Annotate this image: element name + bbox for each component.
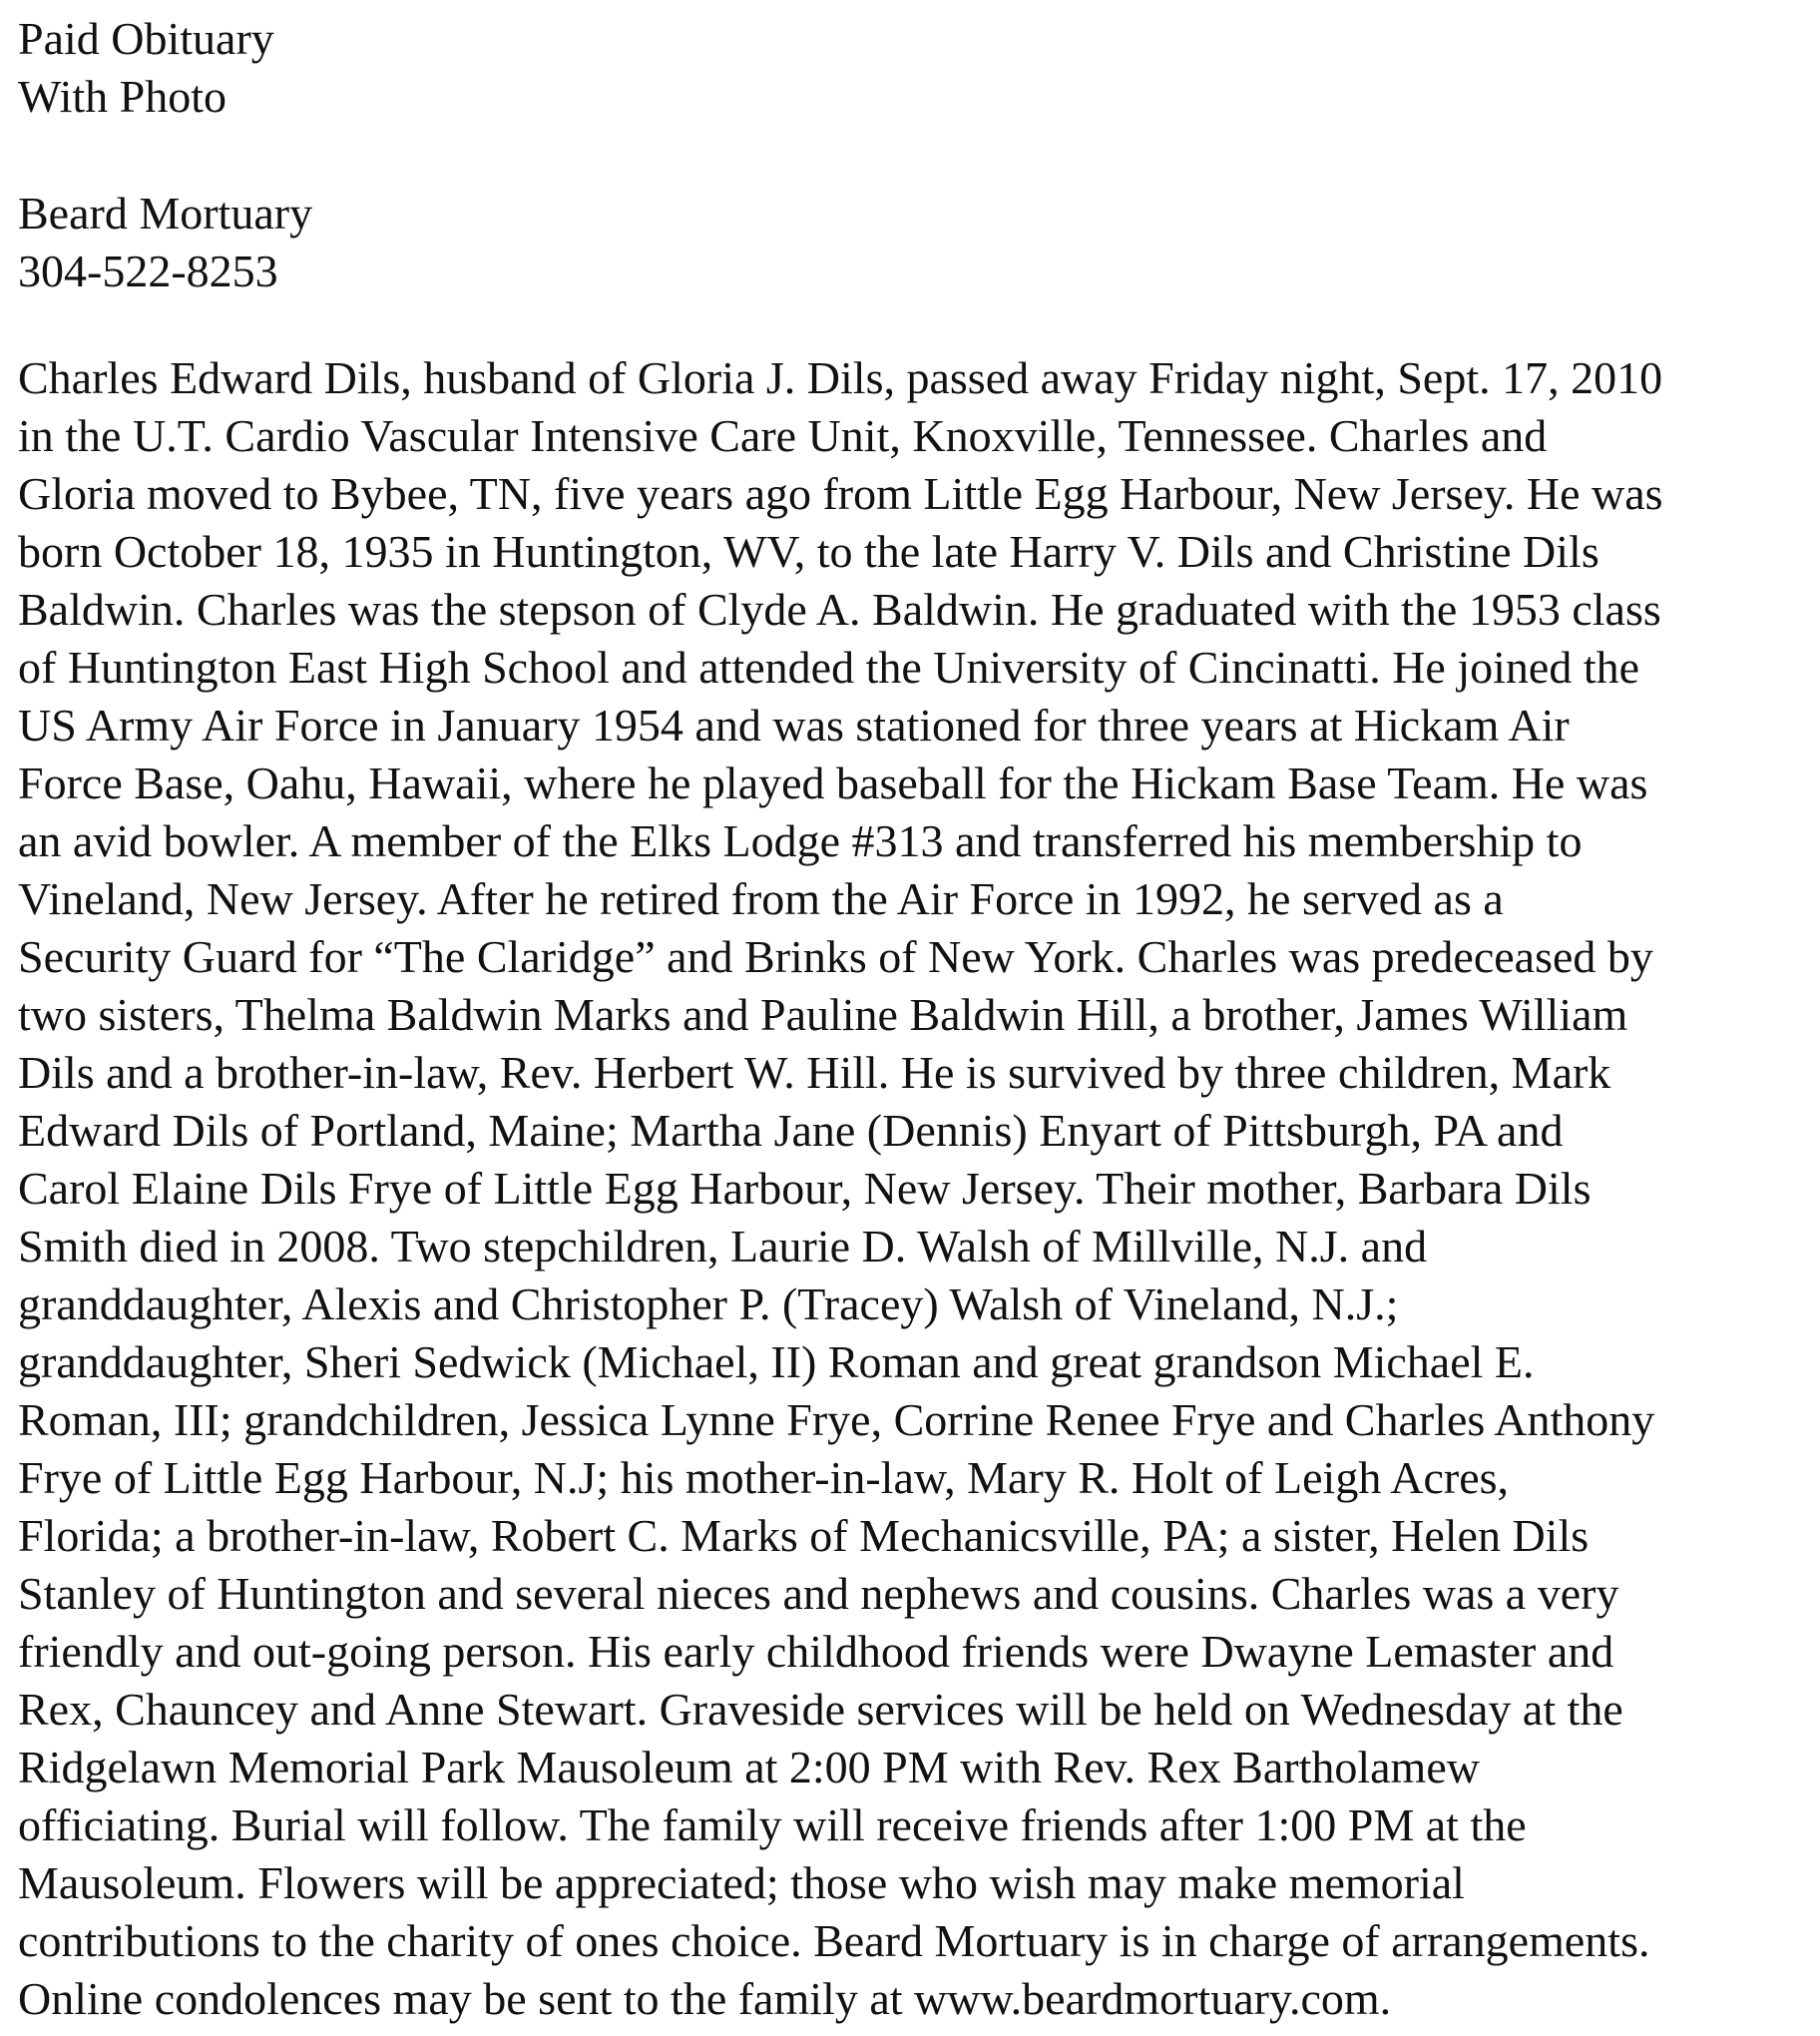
header-line: With Photo [18,71,227,122]
obituary-line: Frye of Little Egg Harbour, N.J; his mother-in-law, Mary R. Holt of Leigh Acres, [18,1452,1510,1503]
obituary-body [18,349,1663,2028]
obituary-line: in the U.T. Cardio Vascular Intensive Care Unit, Knoxville, Tennessee. Charles and [18,410,1548,461]
obituary-line: Security Guard for “The Claridge” and Brinks of New York. Charles was predeceased by [18,931,1653,982]
obituary-line: Mausoleum. Flowers will be appreciated; those who wish may make memorial [18,1857,1465,1908]
obituary-line: Dils and a brother-in-law, Rev. Herbert W. Hill. He is survived by three children, Mark [18,1047,1611,1098]
obituary-line: contributions to the charity of ones choice. Beard Mortuary is in charge of arrangements. [18,1915,1650,1966]
obituary-line: friendly and out-going person. His early childhood friends were Dwayne Lemaster and [18,1626,1614,1677]
obituary-line: Smith died in 2008. Two stepchildren, Laurie D. Walsh of Millville, N.J. and [18,1221,1428,1272]
obituary-line: an avid bowler. A member of the Elks Lodge #313 and transferred his membership to [18,815,1583,866]
obituary-line: Edward Dils of Portland, Maine; Martha Jane (Dennis) Enyart of Pittsburgh, PA and [18,1105,1564,1156]
obituary-line: Online condolences may be sent to the family at www.beardmortuary.com. [18,1973,1392,2024]
obituary-line: Stanley of Huntington and several nieces and nephews and cousins. Charles was a very [18,1568,1619,1619]
mortuary-name: Beard Mortuary [18,188,313,239]
obituary-type-header [18,10,274,126]
obituary-line: Ridgelawn Memorial Park Mausoleum at 2:00 PM with Rev. Rex Bartholamew [18,1742,1480,1792]
obituary-line: officiating. Burial will follow. The family will receive friends after 1:00 PM at the [18,1799,1527,1850]
mortuary-contact [18,185,312,300]
obituary-line: Baldwin. Charles was the stepson of Clyde A. Baldwin. He graduated with the 1953 class [18,584,1661,635]
obituary-line: of Huntington East High School and attended the University of Cincinatti. He joined the [18,642,1640,693]
obituary-line: Carol Elaine Dils Frye of Little Egg Harbour, New Jersey. Their mother, Barbara Dils [18,1163,1592,1214]
obituary-line: Rex, Chauncey and Anne Stewart. Graveside services will be held on Wednesday at the [18,1684,1623,1735]
obituary-line: Roman, III; grandchildren, Jessica Lynne Frye, Corrine Renee Frye and Charles Anthony [18,1394,1655,1445]
obituary-line: Vineland, New Jersey. After he retired from the Air Force in 1992, he served as a [18,873,1504,924]
mortuary-phone: 304-522-8253 [18,246,278,296]
obituary-line: Charles Edward Dils, husband of Gloria J. Dils, passed away Friday night, Sept. 17, 2010 [18,352,1663,403]
obituary-line: US Army Air Force in January 1954 and was stationed for three years at Hickam Air [18,700,1570,751]
obituary-line: born October 18, 1935 in Huntington, WV, to the late Harry V. Dils and Christine Dils [18,526,1599,577]
obituary-line: granddaughter, Sheri Sedwick (Michael, II) Roman and great grandson Michael E. [18,1336,1535,1387]
obituary-line: Gloria moved to Bybee, TN, five years ago from Little Egg Harbour, New Jersey. He was [18,468,1663,519]
header-line: Paid Obituary [18,13,274,64]
obituary-line: Force Base, Oahu, Hawaii, where he played baseball for the Hickam Base Team. He was [18,758,1648,808]
obituary-line: two sisters, Thelma Baldwin Marks and Pauline Baldwin Hill, a brother, James William [18,989,1628,1040]
obituary-line: granddaughter, Alexis and Christopher P. (Tracey) Walsh of Vineland, N.J.; [18,1278,1399,1329]
obituary-line: Florida; a brother-in-law, Robert C. Marks of Mechanicsville, PA; a sister, Helen Dils [18,1510,1590,1561]
